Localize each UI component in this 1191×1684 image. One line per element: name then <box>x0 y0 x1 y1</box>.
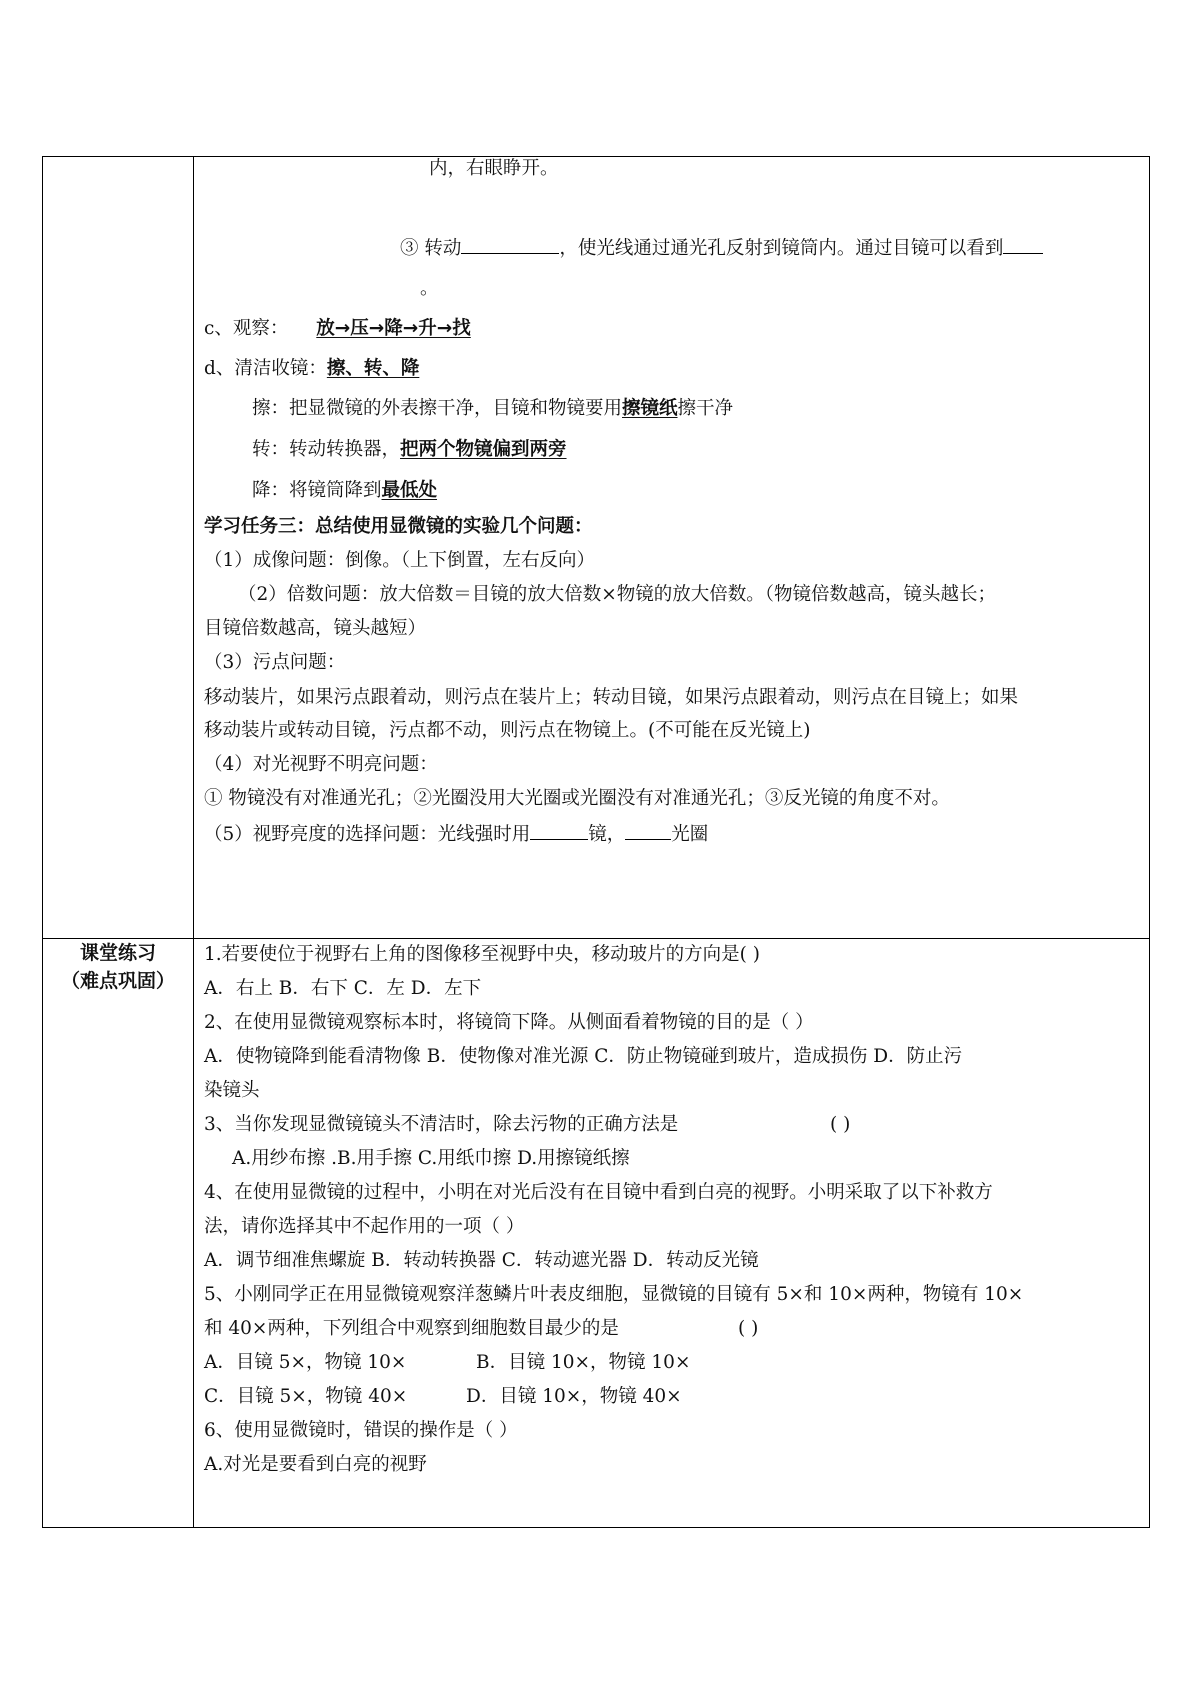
task3-q3: （3）污点问题： <box>204 652 346 673</box>
lower-line <box>252 479 437 503</box>
task3-q5-line <box>204 821 708 847</box>
task3-q1: （1）成像问题：倒像。（上下倒置，左右反向） <box>204 550 596 571</box>
practice-label-line2: （难点巩固） <box>60 970 175 992</box>
practice-q3-paren: ( ) <box>830 1114 851 1135</box>
task3-q3-line1: 移动装片，如果污点跟着动，则污点在装片上；转动目镜，如果污点跟着动，则污点在目镜上；如果 <box>204 687 1019 708</box>
observe-c-value: 放→压→降→升→找 <box>316 318 471 339</box>
practice-q4-line1: 4、在使用显微镜的过程中，小明在对光后没有在目镜中看到白亮的视野。小明采取了以下补救方 <box>204 1182 993 1203</box>
wipe-tail: 擦干净 <box>677 398 734 419</box>
practice-q2-options-line1: A．使物镜降到能看清物像 B．使物像对准光源 C．防止物镜碰到玻片，造成损伤 D．防止污 <box>204 1046 963 1067</box>
step3-line <box>400 235 1043 261</box>
observe-c-line <box>204 317 471 341</box>
task3-q2-line2: 目镜倍数越高，镜头越短） <box>204 618 427 639</box>
task3-q5-end: 光圈 <box>671 824 709 845</box>
observe-content-cell <box>194 157 1150 939</box>
task3-title: 学习任务三：总结使用显微镜的实验几个问题： <box>204 516 593 537</box>
practice-q6: 6、使用显微镜时，错误的操作是（ ） <box>204 1420 518 1441</box>
wipe-label: 擦：把显微镜的外表擦干净，目镜和物镜要用 <box>252 398 623 419</box>
practice-q6-option-a: A.对光是要看到白亮的视野 <box>204 1454 427 1475</box>
task3-q2-line1: （2）倍数问题：放大倍数＝目镜的放大倍数×物镜的放大倍数。（物镜倍数越高，镜头越长； <box>238 584 997 605</box>
practice-q5-line1: 5、小刚同学正在用显微镜观察洋葱鳞片叶表皮细胞，显微镜的目镜有 5×和 10×两种，物镜有 10× <box>204 1284 1024 1305</box>
practice-label-line1: 课堂练习 <box>79 942 156 964</box>
practice-q3-options: A.用纱布擦 .B.用手擦 C.用纸巾擦 D.用擦镜纸擦 <box>232 1148 630 1169</box>
task3-q3-line2: 移动装片或转动目镜，污点都不动，则污点在物镜上。(不可能在反光镜上) <box>204 720 811 741</box>
practice-q2-options-line2: 染镜头 <box>204 1080 260 1101</box>
step3-mid: ，使光线通过通光孔反射到镜筒内。通过目镜可以看到 <box>559 238 1004 259</box>
clean-d-value: 擦、转、降 <box>326 358 420 379</box>
practice-q4-options: A．调节细准焦螺旋 B．转动转换器 C．转动遮光器 D．转动反光镜 <box>204 1250 759 1271</box>
practice-content-cell <box>194 939 1150 1528</box>
practice-q5-option-c: C．目镜 5×，物镜 40× <box>204 1386 408 1407</box>
task3-q5-blank-1 <box>530 821 588 840</box>
turn-bold: 把两个物镜偏到两旁 <box>400 439 567 460</box>
step3-end: 。 <box>420 278 439 299</box>
practice-q1: 1.若要使位于视野右上角的图像移至视野中央，移动玻片的方向是( ) <box>204 944 760 965</box>
step3-blank-1 <box>461 235 559 254</box>
practice-q4-line2: 法，请你选择其中不起作用的一项（ ） <box>204 1216 525 1237</box>
practice-label-cell <box>43 939 194 1528</box>
step3-blank-2 <box>1003 235 1043 254</box>
practice-q1-options: A．右上 B．右下 C．左 D．左下 <box>204 978 482 999</box>
practice-q5-option-a: A．目镜 5×，物镜 10× <box>204 1352 407 1373</box>
practice-q5-option-b: B．目镜 10×，物镜 10× <box>476 1352 691 1373</box>
clean-d-line <box>204 357 419 381</box>
practice-q2: 2、在使用显微镜观察标本时，将镜筒下降。从侧面看着物镜的目的是（ ） <box>204 1012 814 1033</box>
task3-q4: （4）对光视野不明亮问题： <box>204 754 438 775</box>
practice-q3: 3、当你发现显微镜镜头不清洁时，除去污物的正确方法是 <box>204 1114 679 1135</box>
lesson-table <box>42 156 1150 1528</box>
clean-d-label: d、清洁收镜： <box>204 358 327 379</box>
lower-label: 降：将镜筒降到 <box>252 480 382 501</box>
observe-row <box>43 157 1150 939</box>
task3-q5-prefix: （5）视野亮度的选择问题：光线强时用 <box>204 824 531 845</box>
turn-line <box>252 438 567 462</box>
left-cell-empty <box>43 157 194 939</box>
task3-q5-blank-2 <box>625 821 671 840</box>
turn-label: 转：转动转换器， <box>252 439 401 460</box>
practice-q5-paren: ( ) <box>738 1318 759 1339</box>
eye-instruction: 内，右眼睁开。 <box>429 158 559 179</box>
practice-q5-option-d: D．目镜 10×，物镜 40× <box>466 1386 682 1407</box>
task3-q5-mid: 镜， <box>588 824 626 845</box>
observe-c-label: c、观察： <box>204 318 289 339</box>
step3-prefix: ③ 转动 <box>400 238 462 259</box>
practice-row <box>43 939 1150 1528</box>
task3-q4-line1: ① 物镜没有对准通光孔；②光圈没用大光圈或光圈没有对准通光孔；③反光镜的角度不对。 <box>204 788 950 809</box>
wipe-line <box>252 397 733 421</box>
lower-bold: 最低处 <box>381 480 438 501</box>
wipe-bold: 擦镜纸 <box>622 398 678 419</box>
practice-q5-line2: 和 40×两种，下列组合中观察到细胞数目最少的是 <box>204 1318 619 1339</box>
